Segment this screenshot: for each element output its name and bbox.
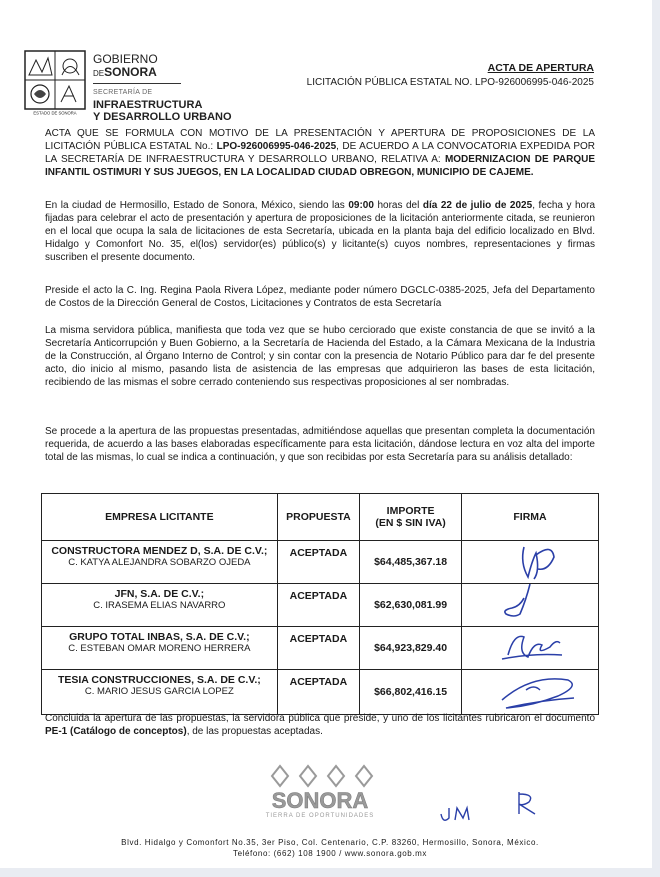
footer-contact-line: Teléfono: (662) 108 1900 / www.sonora.gob.mx (232, 849, 428, 858)
cell-importe: $62,630,081.99 (360, 584, 462, 627)
table-row (42, 670, 599, 715)
department-line2: Y DESARROLLO URBANO (93, 111, 232, 123)
cell-propuesta: ACEPTADA (277, 670, 359, 715)
signature-2 (462, 584, 600, 620)
cell-importe: $64,923,829.40 (360, 627, 462, 670)
table-row (42, 627, 599, 670)
act-date: día 22 de julio de 2025 (422, 200, 533, 211)
footer-address (40, 837, 620, 859)
sonora-footer-logo (250, 758, 390, 818)
paragraph-invitations: La misma servidora pública, manifiesta que toda vez que se hubo cerciorado que existe constancia de que se invitó a la Secretaría Anticorrupción y Buen Gobierno, a la Secretaría de Hacienda del Estado, a la Cámara Mexicana de la Industria de la Construcción, al Órgano Interno de Control; y sin contar con la presencia de Notario Público para dar fe del presente acto, dio inicio al mismo, pasando lista de asistencia de las empresas que adquirieron las bases de esta licitación, recibiendo de las mismas el sobre cerrado conteniendo sus respectivas proposiciones al ser nombradas. (45, 325, 595, 388)
signature-3 (462, 627, 600, 663)
government-header (93, 53, 232, 123)
signature-cell (462, 670, 599, 715)
cell-importe: $64,485,367.18 (360, 541, 462, 584)
signature-1 (462, 541, 600, 581)
cell-propuesta: ACEPTADA (277, 541, 359, 584)
doc-subtitle: LICITACIÓN PÚBLICA ESTATAL NO. LPO-926006995-046-2025 (306, 77, 594, 88)
document-heading (307, 62, 594, 88)
cell-propuesta: ACEPTADA (277, 627, 359, 670)
header-empresa: EMPRESA LICITANTE (42, 494, 278, 541)
gov-line1: GOBIERNO (93, 52, 158, 66)
table-row (42, 584, 599, 627)
table-header-row (42, 494, 599, 541)
bids-table (41, 493, 599, 715)
paragraph-opening: Se procede a la apertura de las propuestas presentadas, admitiéndose aquellas que presentan completa la documentación requerida, de acuerdo a las bases elaboradas específicamente para esta licitación, dándose lectura en voz alta del importe total de las mismas, lo cual se indica a continuación, y que son recibidas por esta Secretaría para su análisis detallado: (45, 426, 595, 463)
tender-number: LPO-926006995-046-2025 (216, 141, 337, 152)
cell-empresa: CONSTRUCTORA MENDEZ D, S.A. DE C.V.; C. KATYA ALEJANDRA SOBARZO OJEDA (42, 541, 278, 584)
secretaria-label: SECRETARÍA DE (93, 89, 153, 96)
intro-paragraph: ACTA QUE SE FORMULA CON MOTIVO DE LA PRESENTACIÓN Y APERTURA DE PROPOSICIONES DE LA LICITACIÓN PÚBLICA ESTATAL No.: LPO-926006995-046-2025, DE ACUERDO A LA CONVOCATORIA EXPEDIDA POR LA SECRETARÍA DE INFRAESTRUCTURA Y DESARROLLO URBANO, RELATIVA A: MODERNIZACION DE PARQUE INFANTIL OSTIMURI Y SUS JUEGOS, EN LA LOCALIDAD CIUDAD OBREGON, MUNICIPIO DE CAJEME. (45, 128, 596, 178)
handwritten-initials (437, 790, 557, 830)
header-divider (93, 83, 181, 84)
signature-cell (462, 541, 599, 584)
footer-logo-tagline: TIERRA DE OPORTUNIDADES (265, 813, 375, 818)
cell-empresa: GRUPO TOTAL INBAS, S.A. DE C.V.; C. ESTEBAN OMAR MORENO HERRERA (42, 627, 278, 670)
signature-cell (462, 627, 599, 670)
cell-empresa: JFN, S.A. DE C.V.; C. IRASEMA ELIAS NAVARRO (42, 584, 278, 627)
project-name: MODERNIZACION DE PARQUE INFANTIL OSTIMURI Y SUS JUEGOS, EN LA LOCALIDAD CIUDAD OBREGON, MUNICIPIO DE CAJEME. (45, 154, 596, 178)
seal-label: ESTADO DE SONORA (33, 110, 77, 116)
header-importe: IMPORTE (EN $ SIN IVA) (360, 494, 462, 541)
act-time: 09:00 (348, 200, 374, 211)
catalog-reference: PE-1 (Catálogo de conceptos) (45, 726, 187, 737)
header-firma: FIRMA (462, 494, 599, 541)
signature-cell (462, 584, 599, 627)
footer-logo-text: SONORA (271, 788, 369, 813)
table-row (42, 541, 599, 584)
paragraph-presides: Preside el acto la C. Ing. Regina Paola Rivera López, mediante poder número DGCLC-0385-2025, Jefa del Departamento de Costos de la Dirección General de Costos, Licitaciones y Contratos de esta Secretaría (45, 285, 595, 309)
cell-propuesta: ACEPTADA (277, 584, 359, 627)
closing-paragraph: Concluida la apertura de las propuestas, la servidora pública que preside, y uno de los licitantes rubricaron el documento PE-1 (Catálogo de conceptos), de las propuestas aceptadas. (45, 713, 595, 737)
paragraph-location-date: En la ciudad de Hermosillo, Estado de Sonora, México, siendo las 09:00 horas del día 22 de julio de 2025, fecha y hora fijadas para celebrar el acto de presentación y apertura de proposiciones de la licitación anteriormente citada, se reunieron en el local que ocupa la sala de licitaciones de esta Secretaría, ubicada en la planta baja del edificio localizado en Blvd. Hidalgo y Comonfort No. 35, el(los) servidor(es) público(s) y licitante(s) cuyos nombres, representaciones y firmas suscriben el presente documento. (45, 200, 596, 263)
department-line1: INFRAESTRUCTURA (93, 99, 203, 111)
state-seal-logo (24, 50, 86, 116)
header-propuesta: PROPUESTA (277, 494, 359, 541)
gov-de: DE (93, 69, 105, 78)
cell-importe: $66,802,416.15 (360, 670, 462, 715)
footer-address-line: Blvd. Hidalgo y Comonfort No.35, 3er Piso, Col. Centenario, C.P. 83260, Hermosillo, Sonora, México. (121, 838, 539, 847)
gov-sonora: SONORA (104, 65, 157, 79)
cell-empresa: TESIA CONSTRUCCIONES, S.A. DE C.V.; C. MARIO JESUS GARCIA LOPEZ (42, 670, 278, 715)
signature-4 (462, 670, 600, 714)
doc-title: ACTA DE APERTURA (487, 62, 594, 74)
